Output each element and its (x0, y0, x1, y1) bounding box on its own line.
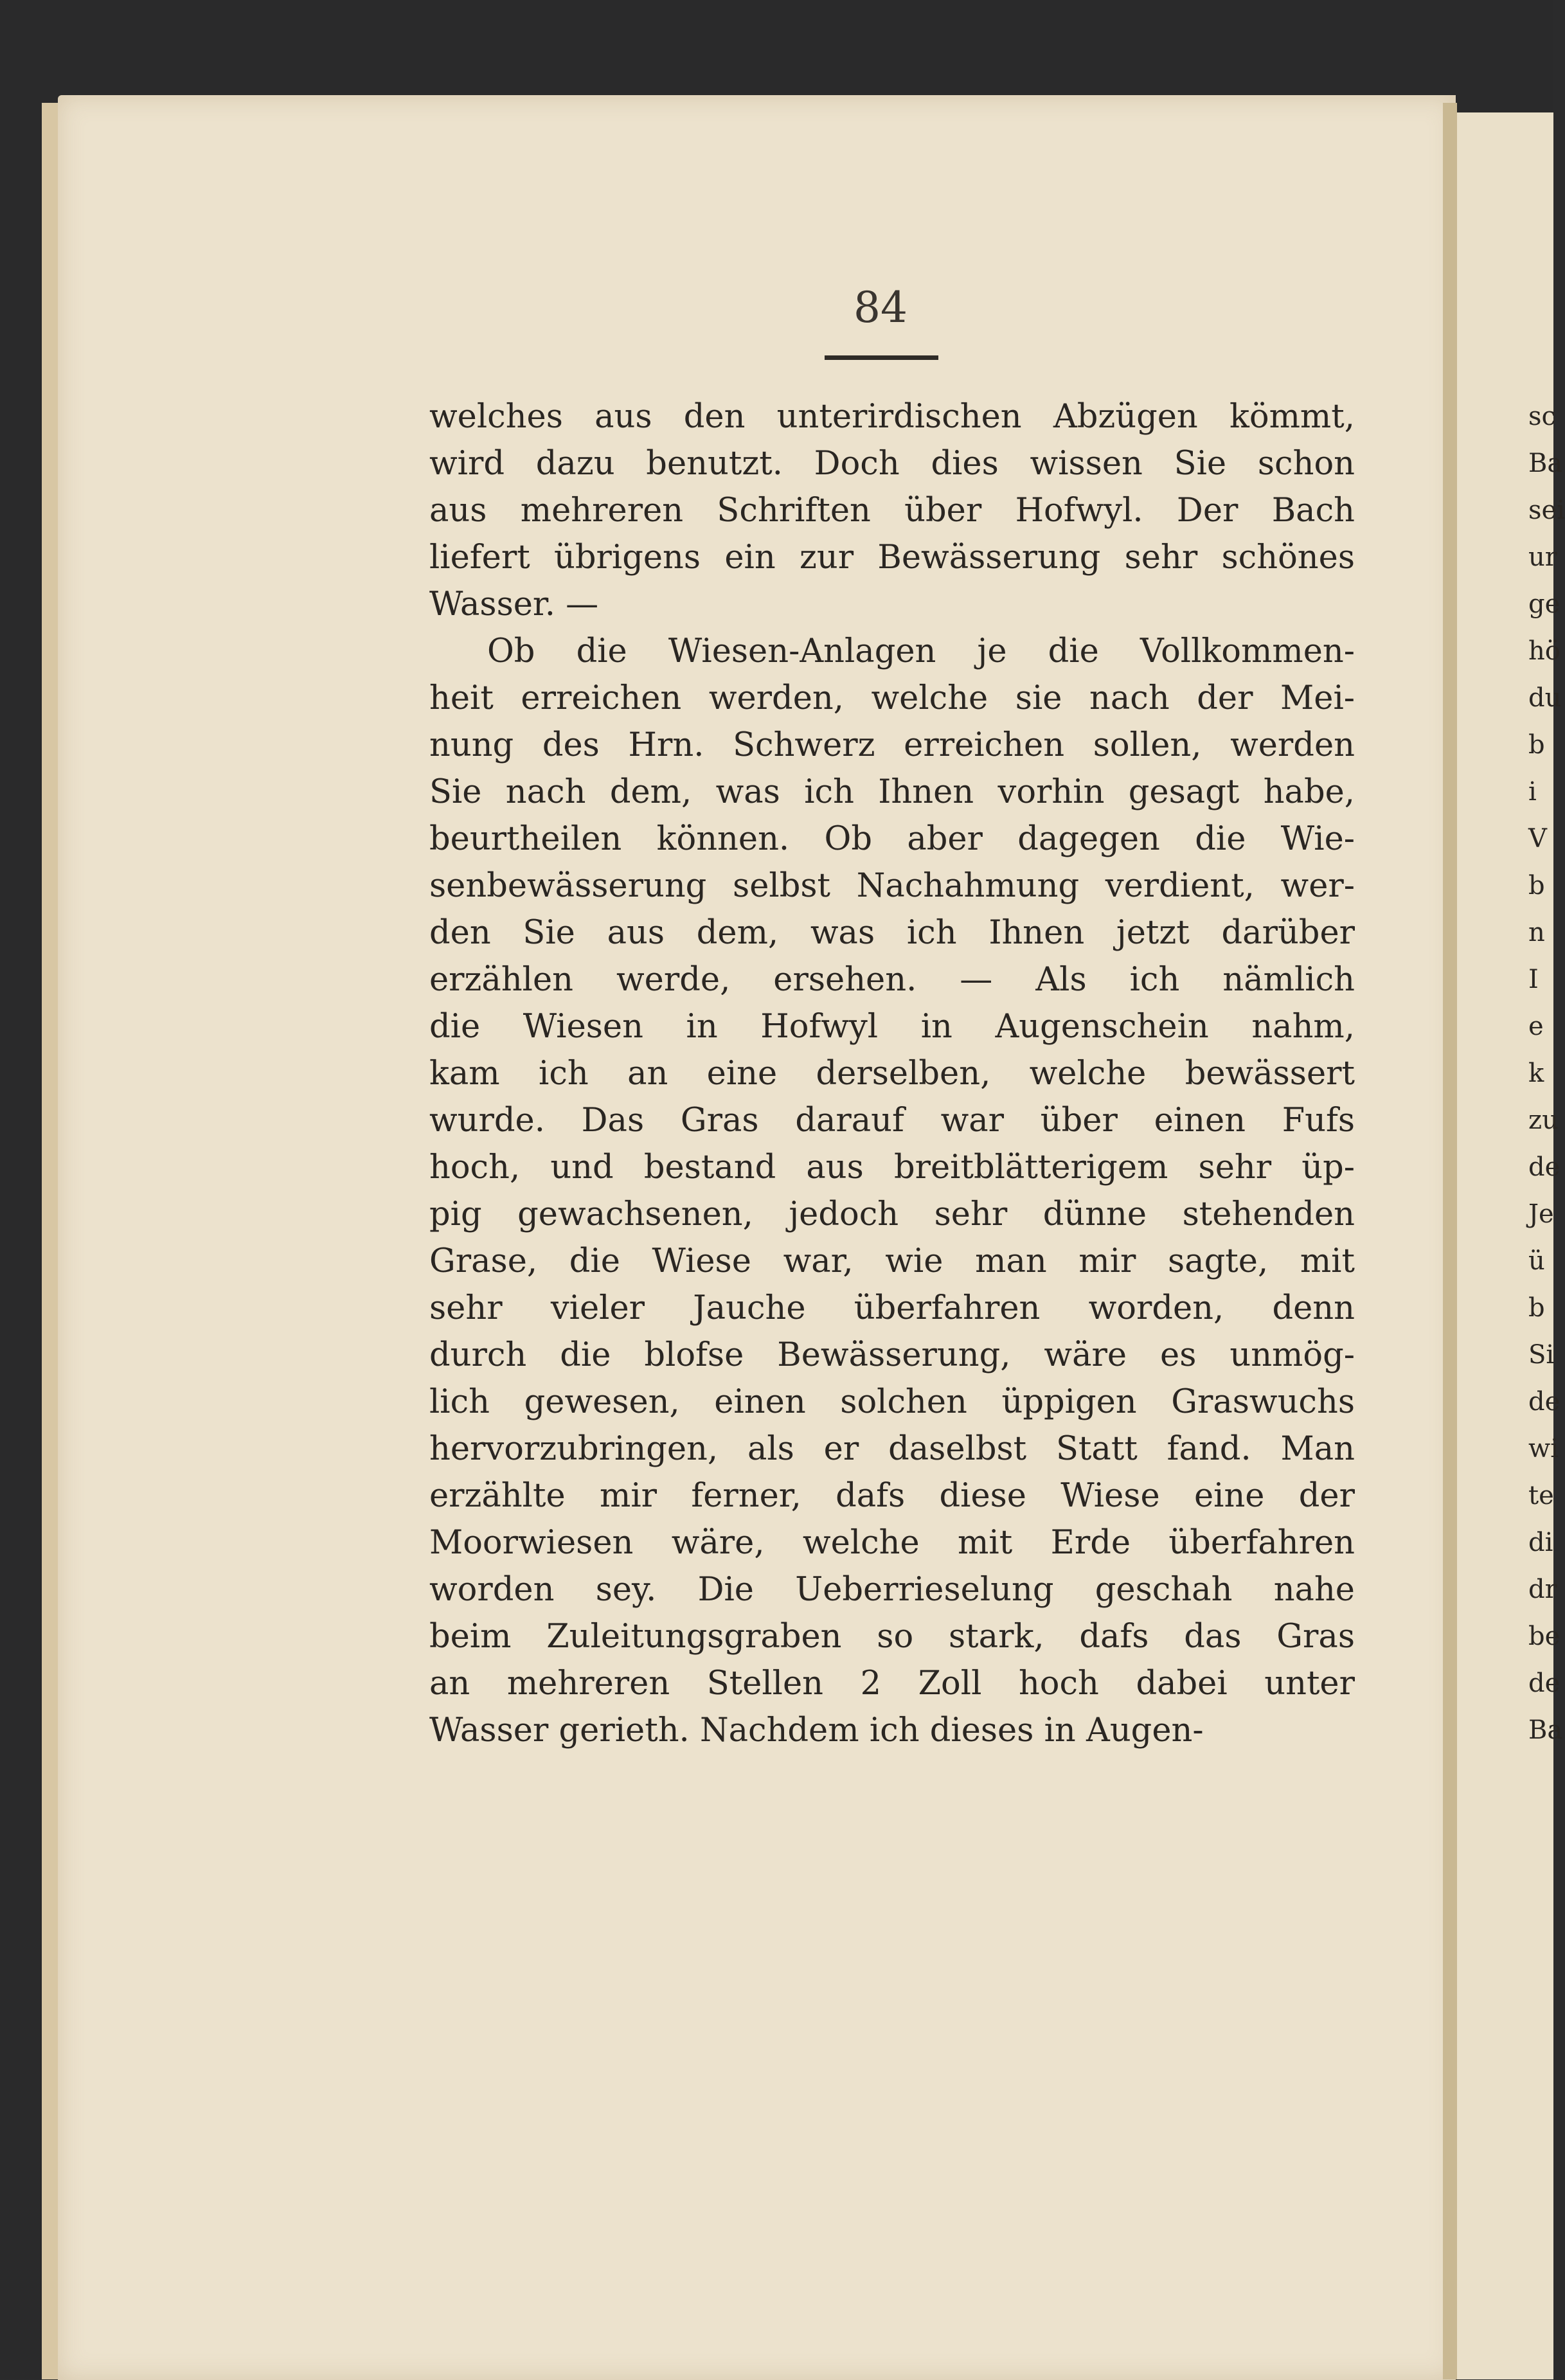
text-line: durch die blofse Bewässerung, wäre es unmög- (429, 1336, 1355, 1374)
page-number-rule (825, 355, 938, 360)
right-page-fragment: b (1528, 871, 1545, 900)
text-line: Moorwiesen wäre, welche mit Erde überfahren (429, 1524, 1355, 1562)
text-line: Wasser gerieth. Nachdem ich dieses in Augen- (429, 1712, 1204, 1749)
text-line: hervorzubringen, als er daselbst Statt fand. Man (429, 1430, 1355, 1468)
right-page-fragment: ur (1528, 542, 1557, 572)
right-page-fragment: k (1528, 1059, 1544, 1088)
text-line: nung des Hrn. Schwerz erreichen sollen, werden (429, 726, 1355, 764)
right-page-fragment: de (1528, 1152, 1561, 1182)
text-line: Grase, die Wiese war, wie man mir sagte, mit (429, 1242, 1355, 1280)
right-page-fragment: hö (1528, 636, 1561, 666)
right-page-fragment: V (1528, 824, 1547, 854)
text-line: die Wiesen in Hofwyl in Augenschein nahm, (429, 1008, 1355, 1046)
text-line: an mehreren Stellen 2 Zoll hoch dabei unter (429, 1665, 1355, 1703)
right-page-fragment: te (1528, 1481, 1554, 1510)
right-page-fragment: i (1528, 777, 1537, 807)
right-page-fragment: be (1528, 1622, 1561, 1651)
page-number: 84 (854, 283, 908, 332)
text-line: heit erreichen werden, welche sie nach der Mei- (429, 679, 1355, 717)
right-page-fragment: de (1528, 1387, 1561, 1417)
text-line: Ob die Wiesen-Anlagen je die Vollkommen- (487, 632, 1355, 670)
text-line: aus mehreren Schriften über Hofwyl. Der Bach (429, 492, 1355, 530)
text-line: Sie nach dem, was ich Ihnen vorhin gesagt habe, (429, 773, 1355, 811)
text-line: kam ich an eine derselben, welche bewässert (429, 1055, 1355, 1093)
right-page-fragment: ü (1528, 1246, 1545, 1276)
right-page-fragment: de (1528, 1669, 1561, 1698)
text-line: wird dazu benutzt. Doch dies wissen Sie schon (429, 445, 1355, 483)
right-page-fragment: wi (1528, 1434, 1559, 1463)
text-line: senbewässerung selbst Nachahmung verdient, wer- (429, 867, 1355, 905)
right-page-fragment: Si (1528, 1340, 1555, 1370)
right-page-fragment: I (1528, 965, 1539, 994)
text-line: pig gewachsenen, jedoch sehr dünne stehenden (429, 1195, 1355, 1233)
text-line: beurtheilen können. Ob aber dagegen die Wie- (429, 820, 1355, 858)
text-line: sehr vieler Jauche überfahren worden, denn (429, 1289, 1355, 1327)
body-text (429, 393, 1355, 1754)
book-gutter (1443, 103, 1457, 2379)
text-line: worden sey. Die Ueberrieselung geschah nahe (429, 1571, 1355, 1609)
text-line: hoch, und bestand aus breitblätterigem sehr üp- (429, 1149, 1355, 1186)
text-line: erzählte mir ferner, dafs diese Wiese eine der (429, 1477, 1355, 1515)
right-page-fragment: b (1528, 730, 1545, 760)
text-line: erzählen werde, ersehen. — Als ich nämlich (429, 961, 1355, 999)
right-page-fragment: Ba (1528, 449, 1563, 478)
right-page-fragment: sei (1528, 496, 1565, 525)
text-line: wurde. Das Gras darauf war über einen Fufs (429, 1102, 1355, 1140)
text-line: welches aus den unterirdischen Abzügen kömmt, (429, 398, 1355, 436)
text-line: beim Zuleitungsgraben so stark, dafs das Gras (429, 1618, 1355, 1656)
right-page-fragment: di (1528, 1528, 1553, 1557)
right-page-fragment: Ba (1528, 1715, 1563, 1745)
text-line: liefert übrigens ein zur Bewässerung sehr schönes (429, 539, 1355, 577)
text-line: Wasser. — (429, 586, 599, 623)
right-page-fragment: dr (1528, 1575, 1557, 1604)
text-line: den Sie aus dem, was ich Ihnen jetzt darüber (429, 914, 1355, 952)
right-page-fragment: ge (1528, 589, 1561, 619)
right-page-text-fragments (1528, 393, 1565, 1754)
right-page-fragment: Je (1528, 1199, 1554, 1229)
right-page-fragment: du (1528, 683, 1562, 713)
right-page-fragment: n (1528, 918, 1545, 947)
right-page-fragment: zu (1528, 1105, 1559, 1135)
right-page-fragment: b (1528, 1293, 1545, 1323)
right-page-fragment: e (1528, 1012, 1544, 1041)
text-line: lich gewesen, einen solchen üppigen Graswuchs (429, 1383, 1355, 1421)
right-page-fragment: sc (1528, 402, 1556, 431)
